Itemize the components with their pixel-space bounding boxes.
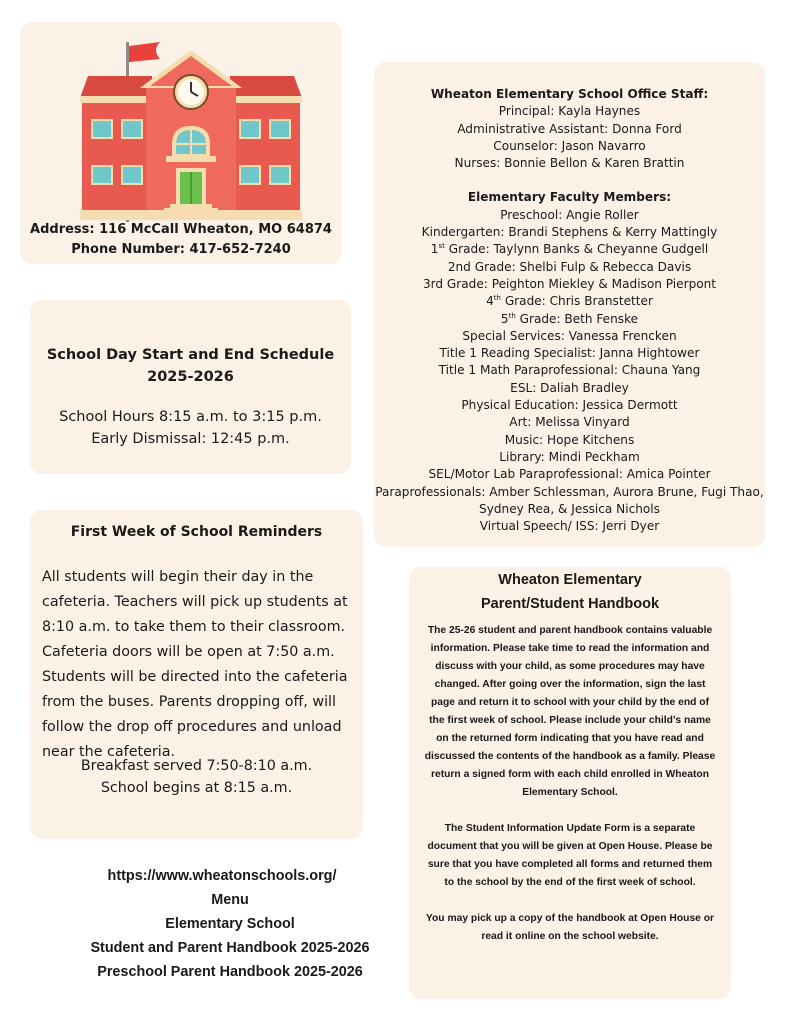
website-navigation: [40, 864, 420, 984]
staff-line: Counselor: Jason Navarro: [493, 138, 646, 153]
handbook-paragraph: You may pick up a copy of the handbook at Open House or read it online on the school website.: [425, 913, 715, 942]
schedule-card: [30, 300, 351, 474]
staff-line: Physical Education: Jessica Dermott: [461, 398, 678, 413]
reminders-times: [30, 755, 363, 799]
staff-line: 4th Grade: Chris Branstetter: [486, 294, 653, 309]
staff-line: 3rd Grade: Peighton Miekley & Madison Pierpont: [422, 276, 717, 291]
staff-line: Paraprofessionals: Amber Schlessman, Aurora Brune, Fugi Thao,: [375, 484, 764, 499]
faculty-heading: Elementary Faculty Members:: [467, 190, 672, 205]
handbook-paragraph: The 25-26 student and parent handbook contains valuable information. Please take time to read the information and discuss with your child, as some procedures may have changed. After going over the information, sign the last page and return it to school with your child by the end of the first week of school. Please include your child’s name on the returned form indicating that you have read and discussed the contents of the handbook as a family. Please return a signed form with each child enrolled in Wheaton Elementary School.: [424, 625, 716, 798]
school-building-icon: [80, 32, 302, 222]
staff-line: Administrative Assistant: Donna Ford: [457, 121, 682, 136]
phone-text: Phone Number: 417-652-7240: [71, 242, 291, 257]
address-card: [20, 22, 342, 264]
staff-line: Preschool: Angie Roller: [500, 207, 639, 222]
handbook-body: [423, 622, 717, 964]
reminders-title: First Week of School Reminders: [70, 524, 323, 540]
early-dismissal: Early Dismissal: 12:45 p.m.: [91, 431, 290, 447]
staff-line: Music: Hope Kitchens: [504, 432, 635, 447]
handbook-title: [409, 567, 731, 616]
student-handbook-text: Student and Parent Handbook 2025-2026: [90, 940, 370, 956]
reminders-body: All students will begin their day in the cafeteria. Teachers will pick up students at 8:10 a.m. to take them to their classroom. Cafeteria doors will be open at 7:50 a.m. Students will be directed into the cafeteria from the buses. Parents dropping off, will follow the drop off procedures and unload near the cafeteria.: [42, 569, 348, 760]
staff-line: ESL: Daliah Bradley: [510, 380, 629, 395]
breakfast-time: Breakfast served 7:50-8:10 a.m.: [80, 758, 313, 774]
staff-line: Sydney Rea, & Jessica Nichols: [479, 501, 660, 516]
schedule-times: [30, 406, 351, 450]
office-staff-heading: Wheaton Elementary School Office Staff:: [430, 87, 709, 101]
staff-line: Title 1 Reading Specialist: Janna Hightower: [439, 346, 700, 361]
school-hours: School Hours 8:15 a.m. to 3:15 p.m.: [59, 409, 322, 425]
staff-line: Virtual Speech/ ISS: Jerri Dyer: [479, 519, 660, 534]
staff-line: Title 1 Math Paraprofessional: Chauna Yang: [438, 363, 701, 378]
website-url-link[interactable]: https://www.wheatonschools.org/: [107, 868, 337, 884]
staff-line: 5th Grade: Beth Fenske: [500, 311, 639, 326]
school-begins: School begins at 8:15 a.m.: [100, 780, 293, 796]
staff-list: [374, 86, 765, 535]
schedule-title: [30, 344, 351, 388]
handbook-paragraph: The Student Information Update Form is a separate document that you will be given at Open House. Please be sure that you have completed all forms and returned them to the school by the end of the first week of school.: [427, 823, 713, 888]
handbook-title-line2: Parent/Student Handbook: [480, 596, 660, 612]
address-text: Address: 116 McCall Wheaton, MO 64874: [30, 222, 332, 237]
staff-line: SEL/Motor Lab Paraprofessional: Amica Pointer: [428, 467, 711, 482]
staff-line: Special Services: Vanessa Frencken: [462, 328, 677, 343]
nav-elementary-text: Elementary School: [165, 916, 295, 932]
address-block: [20, 220, 342, 260]
staff-line: 1st Grade: Taylynn Banks & Cheyanne Gudgell: [430, 242, 709, 257]
handbook-card: [409, 567, 731, 999]
staff-line: Library: Mindi Peckham: [499, 449, 640, 464]
staff-line: Principal: Kayla Haynes: [498, 104, 641, 119]
handbook-title-line1: Wheaton Elementary: [498, 572, 642, 588]
staff-line: Art: Melissa Vinyard: [509, 415, 630, 430]
preschool-handbook-text: Preschool Parent Handbook 2025-2026: [97, 964, 363, 980]
schedule-title-line1: School Day Start and End Schedule: [46, 347, 335, 363]
schedule-title-line2: 2025-2026: [147, 369, 234, 385]
staff-card: [374, 62, 765, 547]
staff-line: Kindergarten: Brandi Stephens & Kerry Mattingly: [421, 225, 718, 240]
staff-line: 2nd Grade: Shelbi Fulp & Rebecca Davis: [447, 259, 692, 274]
reminders-card: [30, 510, 363, 839]
nav-menu-text: Menu: [211, 892, 249, 908]
staff-line: Nurses: Bonnie Bellon & Karen Brattin: [454, 156, 685, 171]
